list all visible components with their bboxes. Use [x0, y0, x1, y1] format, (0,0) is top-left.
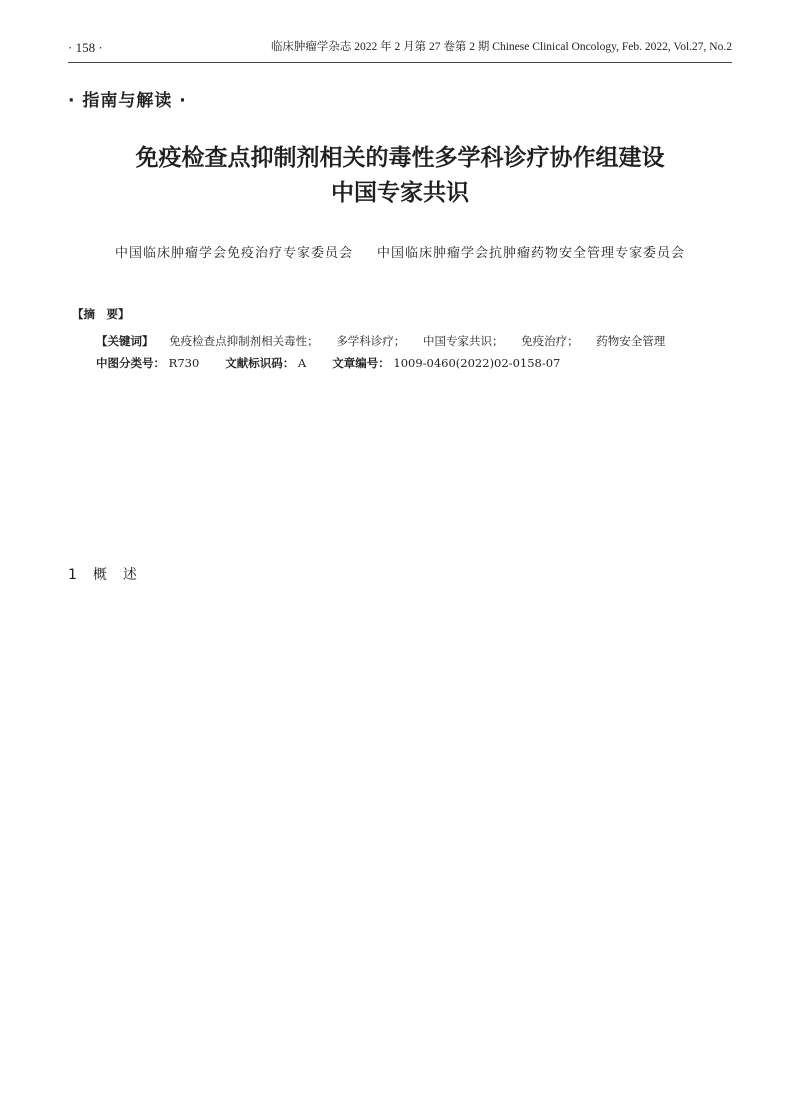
clc-label: 中图分类号：: [96, 356, 165, 371]
section-heading: 1 概 述: [68, 567, 138, 583]
right-column: [417, 548, 732, 1088]
clc-code: [96, 354, 199, 372]
article-number-value: 1009-0460(2022)02-0158-07: [393, 356, 561, 371]
article-title: [68, 141, 732, 212]
body-columns: [68, 548, 732, 1088]
keyword-item: 中国专家共识；: [422, 333, 504, 348]
document-code: [225, 354, 306, 372]
abstract-label: 【摘 要】: [72, 306, 130, 321]
author-1: 中国临床肿瘤学会免疫治疗专家委员会: [114, 245, 353, 261]
keyword-item: 免疫治疗；: [521, 333, 579, 348]
section-label: · 指南与解读 ·: [68, 90, 187, 111]
article-number: [332, 354, 560, 372]
document-label: 文献标识码：: [225, 356, 295, 371]
document-value: A: [297, 356, 307, 371]
title-line-1: 免疫检查点抑制剂相关的毒性多学科诊疗协作组建设: [135, 144, 665, 171]
classification-row: [96, 354, 728, 372]
keyword-item: 免疫检查点抑制剂相关毒性；: [169, 333, 319, 348]
abstract: [72, 306, 728, 324]
page-number: · 158 ·: [68, 40, 103, 55]
keywords-label: 【关键词】: [96, 333, 154, 348]
running-header: [68, 40, 732, 63]
article-number-label: 文章编号：: [332, 356, 390, 371]
left-column: [68, 548, 383, 1088]
keywords: [96, 332, 728, 350]
keyword-item: 多学科诊疗；: [336, 333, 406, 348]
authors: [68, 242, 732, 261]
clc-value: R730: [168, 356, 200, 371]
author-2: 中国临床肿瘤学会抗肿瘤药物安全管理专家委员会: [377, 245, 686, 261]
journal-citation: 临床肿瘤学杂志 2022 年 2 月第 27 卷第 2 期 Chinese Clinical Oncology, Feb. 2022, Vol.27, No.2: [270, 40, 732, 53]
keyword-item: 药物安全管理: [596, 333, 666, 348]
title-line-2: 中国专家共识: [331, 180, 469, 207]
